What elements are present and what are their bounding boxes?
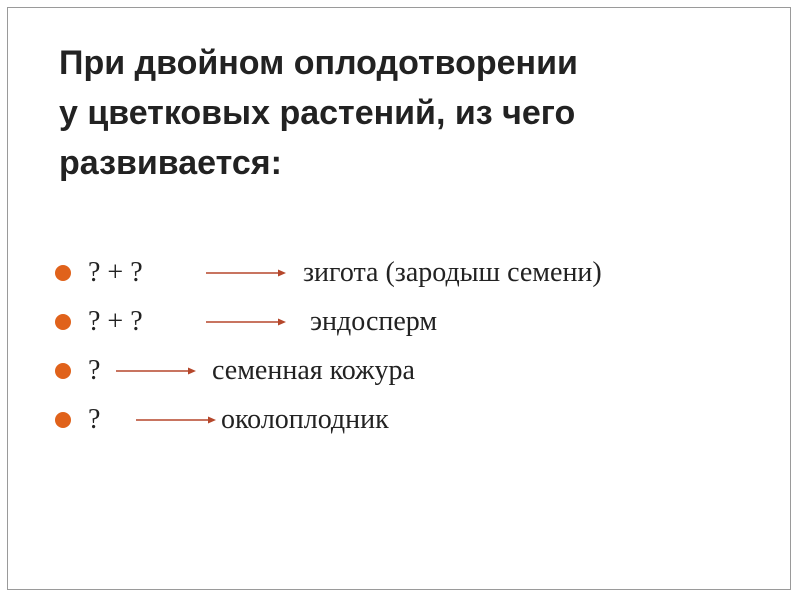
bullet-question: ? xyxy=(88,404,101,435)
bullet-list xyxy=(8,8,790,589)
bullet-question: ? + ? xyxy=(88,257,143,288)
bullet-dot-icon xyxy=(55,363,71,379)
bullet-question: ? + ? xyxy=(88,306,143,337)
list-item xyxy=(8,351,790,391)
right-arrow-icon xyxy=(136,414,216,426)
bullet-dot-icon xyxy=(55,265,71,281)
list-item xyxy=(8,253,790,293)
bullet-answer: зигота (зародыш семени) xyxy=(303,257,602,288)
bullet-question: ? xyxy=(88,355,101,386)
right-arrow-icon xyxy=(206,316,286,328)
bullet-dot-icon xyxy=(55,412,71,428)
bullet-answer: семенная кожура xyxy=(212,355,415,386)
list-item xyxy=(8,400,790,440)
slide-title: При двойном оплодотворении у цветковых растений, из чего развивается: xyxy=(59,44,578,182)
bullet-answer: околоплодник xyxy=(221,404,389,435)
list-item xyxy=(8,302,790,342)
right-arrow-icon xyxy=(116,365,196,377)
slide xyxy=(7,7,791,590)
bullet-dot-icon xyxy=(55,314,71,330)
right-arrow-icon xyxy=(206,267,286,279)
bullet-answer: эндосперм xyxy=(310,306,438,337)
